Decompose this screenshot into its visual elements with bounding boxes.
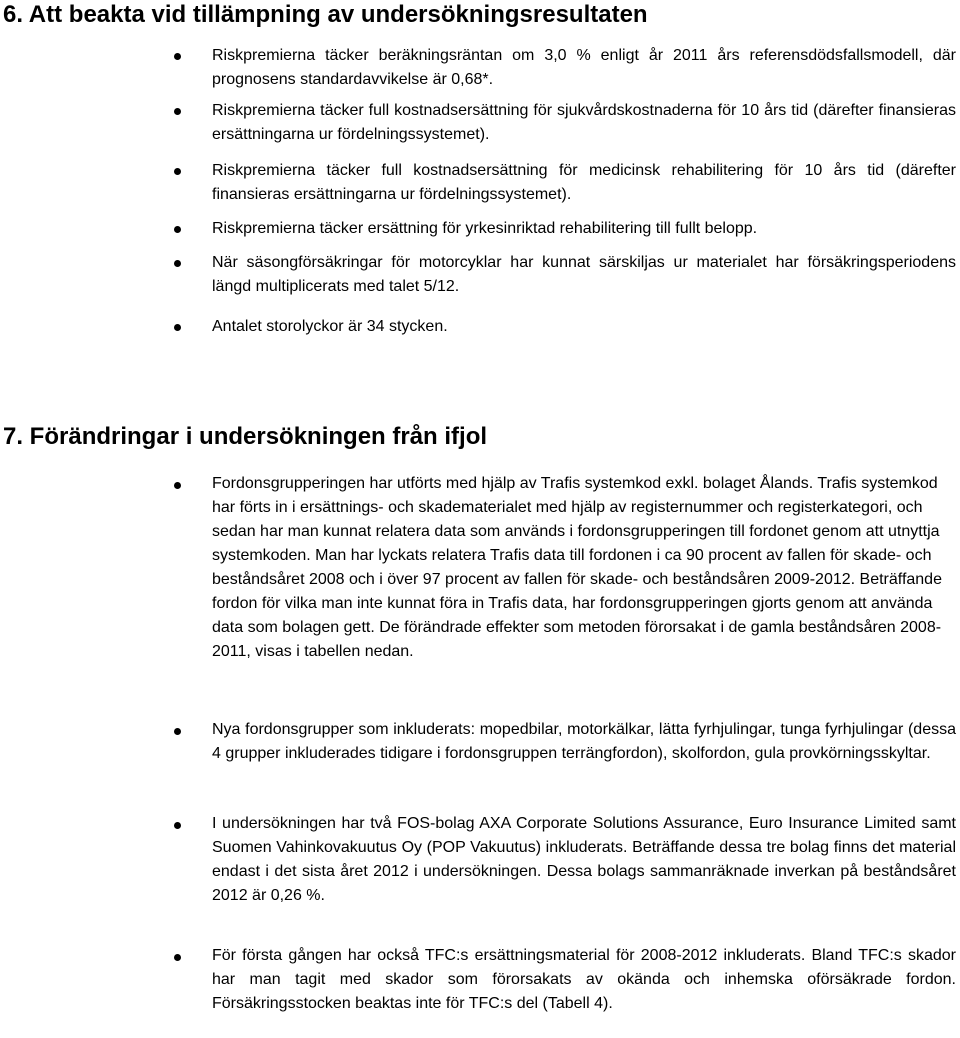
list-item: [212, 315, 956, 339]
bullet-icon: [174, 728, 181, 735]
bullet-icon: [174, 53, 181, 60]
list-item-text: Fordonsgrupperingen har utförts med hjälp av Trafis systemkod exkl. bolaget Ålands. Trafis systemkod har förts in i ersättnings- och skadematerialet med hjälp av registernummer och registerkategori, och sedan har man kunnat relatera data som används i fordonsgrupperingen till fordonet genom att utnyttja systemkoden. Man har lyckats relatera Trafis data till fordonen i ca 90 procent av fallen för skade- och beståndsåret 2008 och i över 97 procent av fallen för skade- och beståndsåren 2009-2012. Beträffande fordon för vilka man inte kunnat föra in Trafis data, har fordonsgrupperingen gjorts genom att använda data som bolagen gett. De förändrade effekter som metoden förorsakat i de gamla beståndsåren 2008-2011, visas i tabellen nedan.: [212, 475, 942, 660]
bullet-icon: [174, 260, 181, 267]
list-item-text: Antalet storolyckor är 34 stycken.: [212, 318, 448, 335]
list-item-text: Riskpremierna täcker beräkningsräntan om 3,0 % enligt år 2011 års referensdödsfallsmodell, där prognosens standardavvikelse är 0,68*.: [212, 47, 956, 88]
list-item-text: Riskpremierna täcker full kostnadsersättning för medicinsk rehabilitering för 10 års tid (därefter finansieras ersättningarna ur fördelningssystemet).: [212, 162, 956, 203]
bullet-icon: [174, 822, 181, 829]
list-item-text: När säsongförsäkringar för motorcyklar har kunnat särskiljas ur materialet har försäkringsperiodens längd multiplicerats med talet 5/12.: [212, 254, 956, 295]
bullet-icon: [174, 482, 181, 489]
bullet-icon: [174, 324, 181, 331]
section-heading-7: 7. Förändringar i undersökningen från ifjol: [3, 423, 488, 450]
list-item-text: För första gången har också TFC:s ersättningsmaterial för 2008-2012 inkluderats. Bland TFC:s skador har man tagit med skador som förorsakats av okända och inhemska oförsäkrade fordon. Försäkringsstocken beaktas inte för TFC:s del (Tabell 4).: [212, 947, 956, 1012]
list-item-text: Riskpremierna täcker full kostnadsersättning för sjukvårdskostnaderna för 10 års tid (därefter finansieras ersättningarna ur fördelningssystemet).: [212, 102, 956, 143]
bullet-icon: [174, 226, 181, 233]
bullet-icon: [174, 954, 181, 961]
list-item-text: Riskpremierna täcker ersättning för yrkesinriktad rehabilitering till fullt belopp.: [212, 220, 758, 237]
list-item: [212, 217, 956, 241]
list-item: [212, 812, 956, 908]
bullet-icon: [174, 108, 181, 115]
list-item: [212, 944, 956, 1016]
list-item-text: I undersökningen har två FOS-bolag AXA Corporate Solutions Assurance, Euro Insurance Limited samt Suomen Vahinkovakuutus Oy (POP Vakuutus) inkluderats. Beträffande dessa tre bolag finns det material endast i det sista året 2012 i undersökningen. Dessa bolags sammanräknade inverkan på beståndsåret 2012 är 0,26 %.: [212, 815, 956, 904]
list-item: [212, 472, 956, 664]
section-heading-6: 6. Att beakta vid tillämpning av undersökningsresultaten: [3, 1, 648, 28]
list-item-text: Nya fordonsgrupper som inkluderats: mopedbilar, motorkälkar, lätta fyrhjulingar, tunga fyrhjulingar (dessa 4 grupper inkluderades tidigare i fordonsgruppen terrängfordon), skolfordon, gula provkörningsskyltar.: [212, 721, 956, 762]
list-item: [212, 251, 956, 298]
list-item: [212, 718, 956, 766]
list-item: [212, 44, 956, 91]
bullet-icon: [174, 168, 181, 175]
list-item: [212, 159, 956, 206]
list-item: [212, 99, 956, 146]
